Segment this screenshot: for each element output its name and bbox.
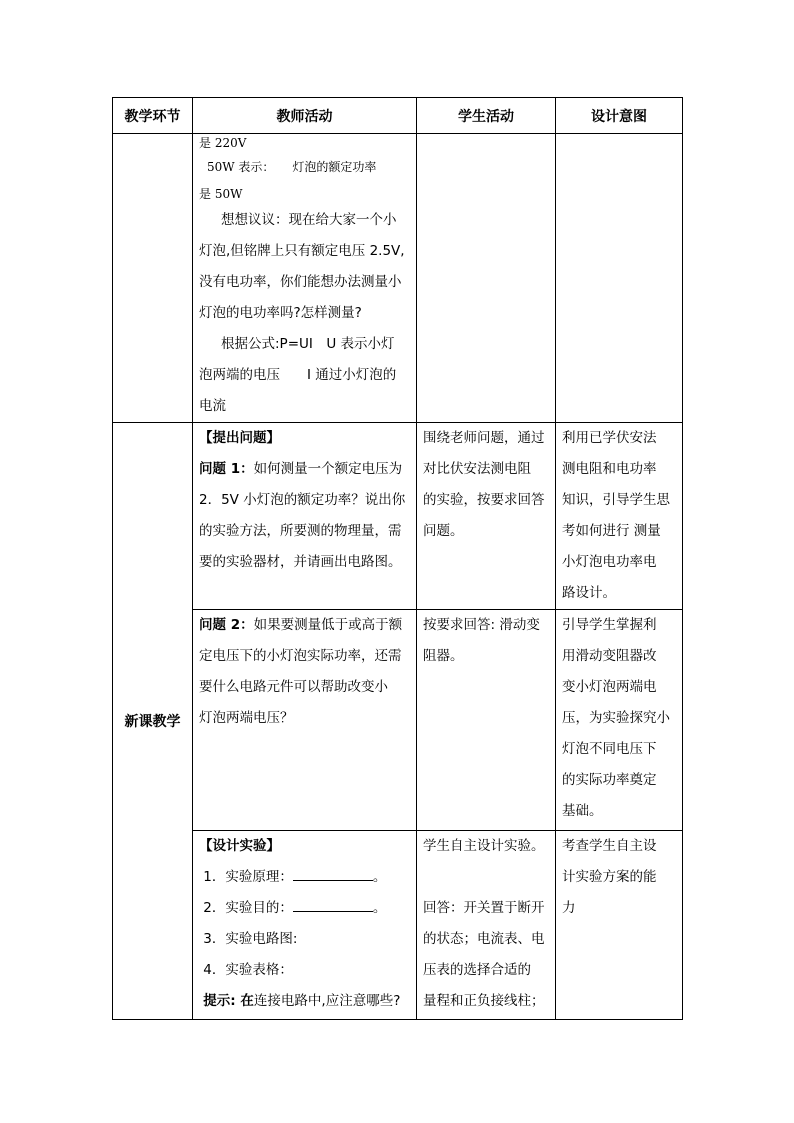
teacher-activity-cell [193,423,417,610]
text-line: 回答：开关置于断开 [423,900,545,916]
text-line: 按要求回答: 滑动变 [423,617,540,633]
table-row [113,423,683,610]
teacher-activity-cell [193,831,417,1020]
text-line: 灯泡两端电压？ [199,710,294,726]
text-line: 1．实验原理： 。 [199,862,410,893]
section-heading: 【提出问题】 [199,430,280,446]
question-label: 问题 1： [199,461,254,477]
text-line: 想想议议：现在给大家一个小 [221,212,397,228]
text-line: 的实验方法，所要测的物理量，需 [199,523,402,539]
text-line: 压，为实验探究小 [562,710,670,726]
design-intent-cell [556,831,683,1020]
text-line: 利用已学伏安法 [562,430,657,446]
table-row [113,610,683,831]
text-line [423,862,549,893]
text-line: 2．5V 小灯泡的额定功率？说出你 [199,492,406,508]
table-row [113,831,683,1020]
text-line: 提示: 在连接电路中,应注意哪些? [203,993,401,1009]
text-line: 阻器。 [423,648,464,664]
design-intent-cell [556,423,683,610]
lesson-plan-table [112,97,683,1020]
text-line: 对比伏安法测电阻 [423,461,531,477]
text-line: 50W 表示： 灯泡的额定功率 [207,160,377,174]
text-line: 考查学生自主设 [562,838,657,854]
text-line: 要的实验器材，并请画出电路图。 [199,554,402,570]
text-line: 2．实验目的： 。 [199,893,410,924]
text-line: 学生自主设计实验。 [423,838,545,854]
text-line: 是 50W [199,187,243,201]
text-line: 电流 [199,398,226,414]
section-heading: 【设计实验】 [199,838,280,854]
teacher-activity-cell [193,134,417,423]
text-line: 根据公式:P=UI U 表示小灯 [221,336,395,352]
design-intent-cell [556,134,683,423]
text-line: 围绕老师问题，通过 [423,430,545,446]
text-line: 变小灯泡两端电 [562,679,657,695]
text-line: 路设计。 [562,585,616,601]
text-line: 计实验方案的能 [562,869,657,885]
design-intent-cell [556,610,683,831]
text-line: 用滑动变阻器改 [562,648,657,664]
header-student-activity: 学生活动 [417,98,556,134]
text-line: 问题。 [423,523,464,539]
question-label: 问题 2： [199,617,254,633]
text-line: 要什么电路元件可以帮助改变小 [199,679,388,695]
text-line: 的状态；电流表、电 [423,931,545,947]
text-line: 测电阻和电功率 [562,461,657,477]
text-line: 泡两端的电压 I 通过小灯泡的 [199,367,397,383]
text-line: 灯泡的电功率吗?怎样测量? [199,305,362,321]
stage-cell [113,423,193,1020]
header-stage: 教学环节 [113,98,193,134]
table-row [113,134,683,423]
text-line: 知识，引导学生思 [562,492,670,508]
text-line: 小灯泡电功率电 [562,554,657,570]
text-line: 问题 1：如何测量一个额定电压为 [199,461,403,477]
text-line: 的实际功率奠定 [562,772,657,788]
text-line: 是 220V [199,136,247,150]
fill-blank [293,866,373,881]
text-line: 考如何进行 测量 [562,523,661,539]
text-line: 4．实验表格： [203,962,293,978]
teacher-activity-cell [193,610,417,831]
stage-cell-empty [113,134,193,423]
student-activity-cell [417,831,556,1020]
text-line: 问题 2：如果要测量低于或高于额 [199,617,403,633]
text-line: 量程和正负接线柱； [423,993,545,1009]
text-line: 没有电功率，你们能想办法测量小 [199,274,402,290]
header-design-intent: 设计意图 [556,98,683,134]
stage-label: 新课教学 [124,714,181,730]
student-activity-cell [417,423,556,610]
text-line: 压表的选择合适的 [423,962,531,978]
header-row [113,98,683,134]
text-line: 力 [562,900,576,916]
tip-label: 提示: [203,993,236,1009]
text-line: 3．实验电路图: [203,931,298,947]
text-line: 定电压下的小灯泡实际功率，还需 [199,648,402,664]
text-line: 的实验，按要求回答 [423,492,545,508]
text-line: 引导学生掌握利 [562,617,657,633]
header-teacher-activity: 教师活动 [193,98,417,134]
fill-blank [293,897,373,912]
student-activity-cell [417,610,556,831]
text-line: 基础。 [562,803,603,819]
text-line: 灯泡,但铭牌上只有额定电压 2.5V, [199,243,405,259]
student-activity-cell [417,134,556,423]
text-line: 灯泡不同电压下 [562,741,657,757]
